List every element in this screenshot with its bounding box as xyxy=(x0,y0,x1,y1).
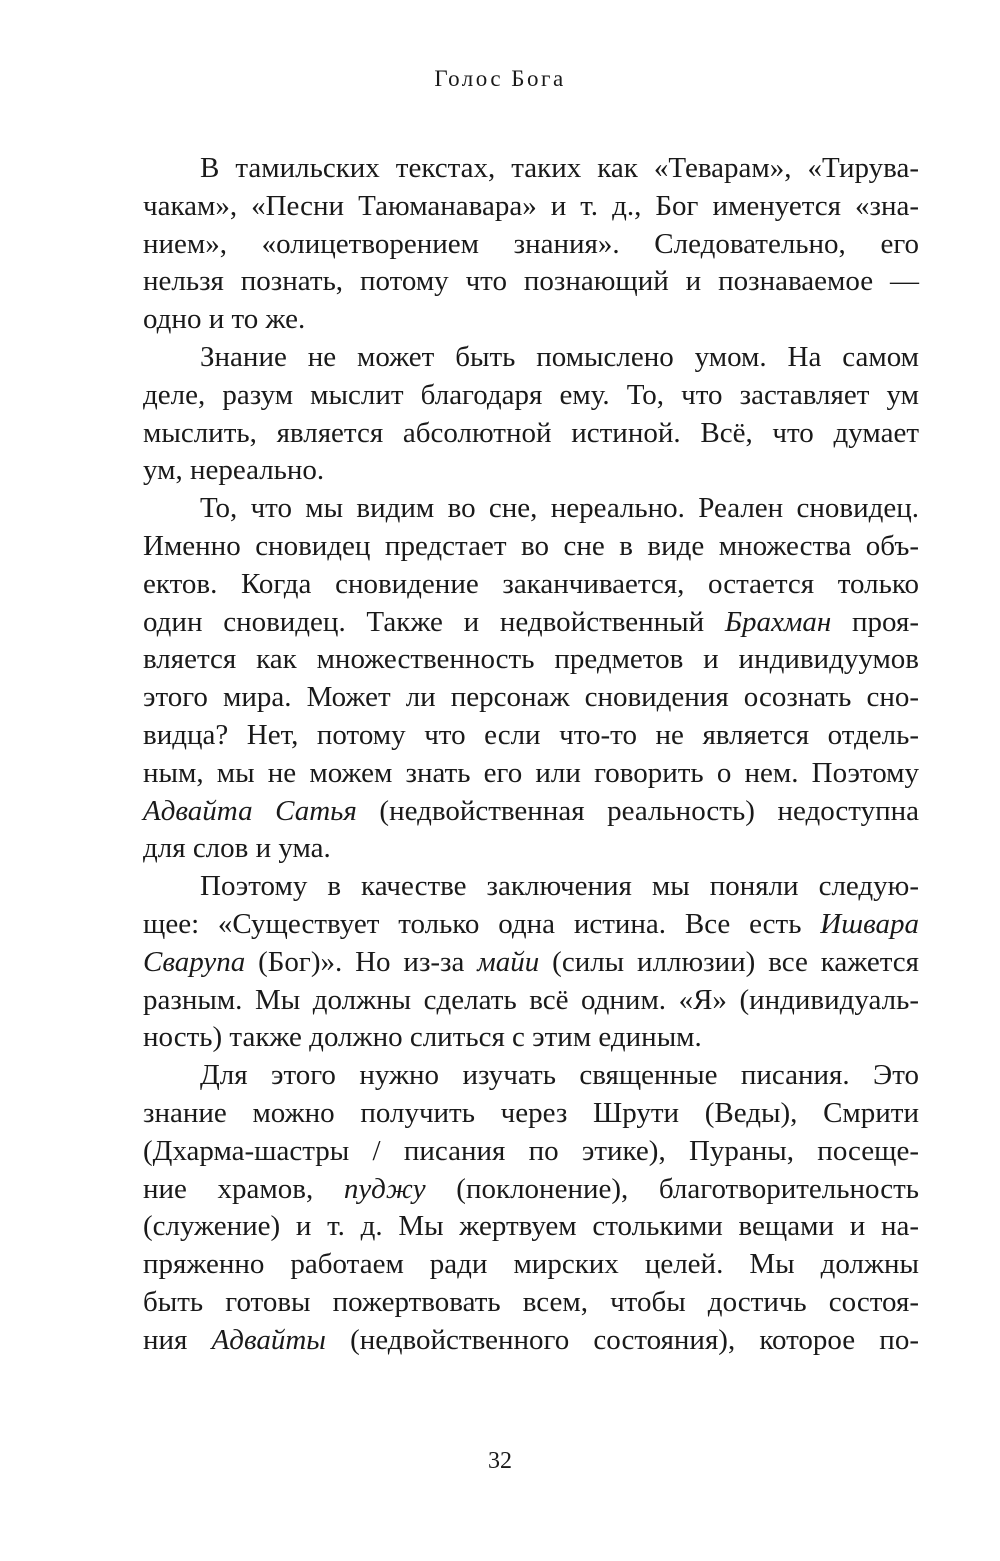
text-segment: (силы иллюзии) все кажется xyxy=(539,945,919,978)
text-line xyxy=(143,566,919,604)
text-line xyxy=(143,188,919,226)
text-line xyxy=(143,263,919,301)
text-segment: вляется как множественность предметов и индивидуумов xyxy=(143,643,919,676)
text-line xyxy=(143,830,919,868)
text-line xyxy=(143,226,919,264)
text-segment: (Дхарма-шастры / писания по этике), Пураны, посеще- xyxy=(143,1134,919,1167)
text-line xyxy=(143,339,919,377)
text-line xyxy=(143,490,919,528)
italic-term: майи xyxy=(477,945,540,978)
text-segment: В тамильских текстах, таких как «Теварам», «Тирува- xyxy=(200,152,919,184)
text-segment: нием», «олицетворением знания». Следовательно, его xyxy=(143,227,919,260)
text-line xyxy=(143,1133,919,1171)
italic-term: Адвайты xyxy=(211,1323,326,1356)
running-head: Голос Бога xyxy=(434,66,566,91)
text-segment: Поэтому в качестве заключения мы поняли следую- xyxy=(200,870,919,903)
text-segment: ния xyxy=(143,1323,212,1356)
text-segment: ектов. Когда сновидение заканчивается, остается только xyxy=(143,567,919,600)
text-line xyxy=(143,868,919,906)
text-segment: деле, разум мыслит благодаря ему. То, что заставляет ум xyxy=(143,378,919,411)
text-segment: (поклонение), благотворительность xyxy=(425,1172,919,1205)
text-line xyxy=(143,1171,919,1209)
text-line xyxy=(143,150,919,188)
text-segment: щее: «Существует только одна истина. Все есть xyxy=(143,907,821,940)
text-segment: (служение) и т. д. Мы жертвуем столькими вещами и на- xyxy=(143,1210,919,1243)
italic-term: Адвайта Сатья xyxy=(143,794,357,827)
text-segment: для слов и ума. xyxy=(143,832,331,865)
text-line xyxy=(143,1208,919,1246)
text-segment: ние храмов, xyxy=(143,1172,344,1205)
text-segment: видца? Нет, потому что если что-то не является отдель- xyxy=(143,718,919,751)
text-line xyxy=(143,604,919,642)
text-segment: (недвойственного состояния), которое по- xyxy=(325,1323,919,1356)
text-line xyxy=(143,528,919,566)
text-line xyxy=(143,679,919,717)
text-segment: Именно сновидец предстает во сне в виде множества объ- xyxy=(143,529,919,562)
text-line xyxy=(143,641,919,679)
text-line xyxy=(143,377,919,415)
text-line xyxy=(143,1095,919,1133)
text-line xyxy=(143,1284,919,1322)
text-line xyxy=(143,415,919,453)
text-segment: ум, нереально. xyxy=(143,454,325,487)
text-segment: одно и то же. xyxy=(143,303,306,336)
text-line xyxy=(143,944,919,982)
text-segment: Знание не может быть помыслено умом. На самом xyxy=(200,340,919,373)
text-line xyxy=(143,982,919,1020)
text-segment: один сновидец. Также и недвойственный xyxy=(143,605,725,638)
text-segment: (недвойственная реальность) недоступна xyxy=(356,794,919,827)
text-line xyxy=(143,906,919,944)
text-line xyxy=(143,301,919,339)
body-text xyxy=(143,150,919,1360)
text-segment: этого мира. Может ли персонаж сновидения осознать сно- xyxy=(143,681,919,714)
text-segment: чакам», «Песни Таюманавара» и т. д., Бог именуется «зна- xyxy=(143,189,919,222)
text-segment: (Бог)». Но из-за xyxy=(245,945,478,978)
italic-term: Сварупа xyxy=(143,945,246,978)
text-segment: пряженно работаем ради мирских целей. Мы должны xyxy=(143,1248,919,1281)
text-segment: ным, мы не можем знать его или говорить о нем. Поэтому xyxy=(143,756,919,789)
text-line xyxy=(143,1057,919,1095)
text-segment: ность) также должно слиться с этим единым. xyxy=(143,1021,702,1054)
text-segment: нельзя познать, потому что познающий и познаваемое — xyxy=(143,265,919,298)
text-segment: быть готовы пожертвовать всем, чтобы достичь состоя- xyxy=(143,1285,919,1318)
text-segment: То, что мы видим во сне, нереально. Реален сновидец. xyxy=(200,492,919,525)
italic-term: Ишвара xyxy=(820,907,919,940)
text-segment: мыслить, является абсолютной истиной. Всё, что думает xyxy=(143,416,919,449)
italic-term: пуджу xyxy=(343,1172,426,1205)
page-number: 32 xyxy=(488,1448,512,1474)
text-line xyxy=(143,755,919,793)
italic-term: Брахман xyxy=(724,605,832,638)
text-segment: проя- xyxy=(831,605,919,638)
text-line xyxy=(143,1019,919,1057)
text-segment: знание можно получить через Шрути (Веды), Смрити xyxy=(143,1096,919,1129)
text-segment: Для этого нужно изучать священные писания. Это xyxy=(200,1059,919,1092)
text-line xyxy=(143,717,919,755)
text-line xyxy=(143,1246,919,1284)
text-line xyxy=(143,793,919,831)
text-line xyxy=(143,452,919,490)
text-segment: разным. Мы должны сделать всё одним. «Я» (индивидуаль- xyxy=(143,983,919,1016)
text-line xyxy=(143,1322,919,1360)
